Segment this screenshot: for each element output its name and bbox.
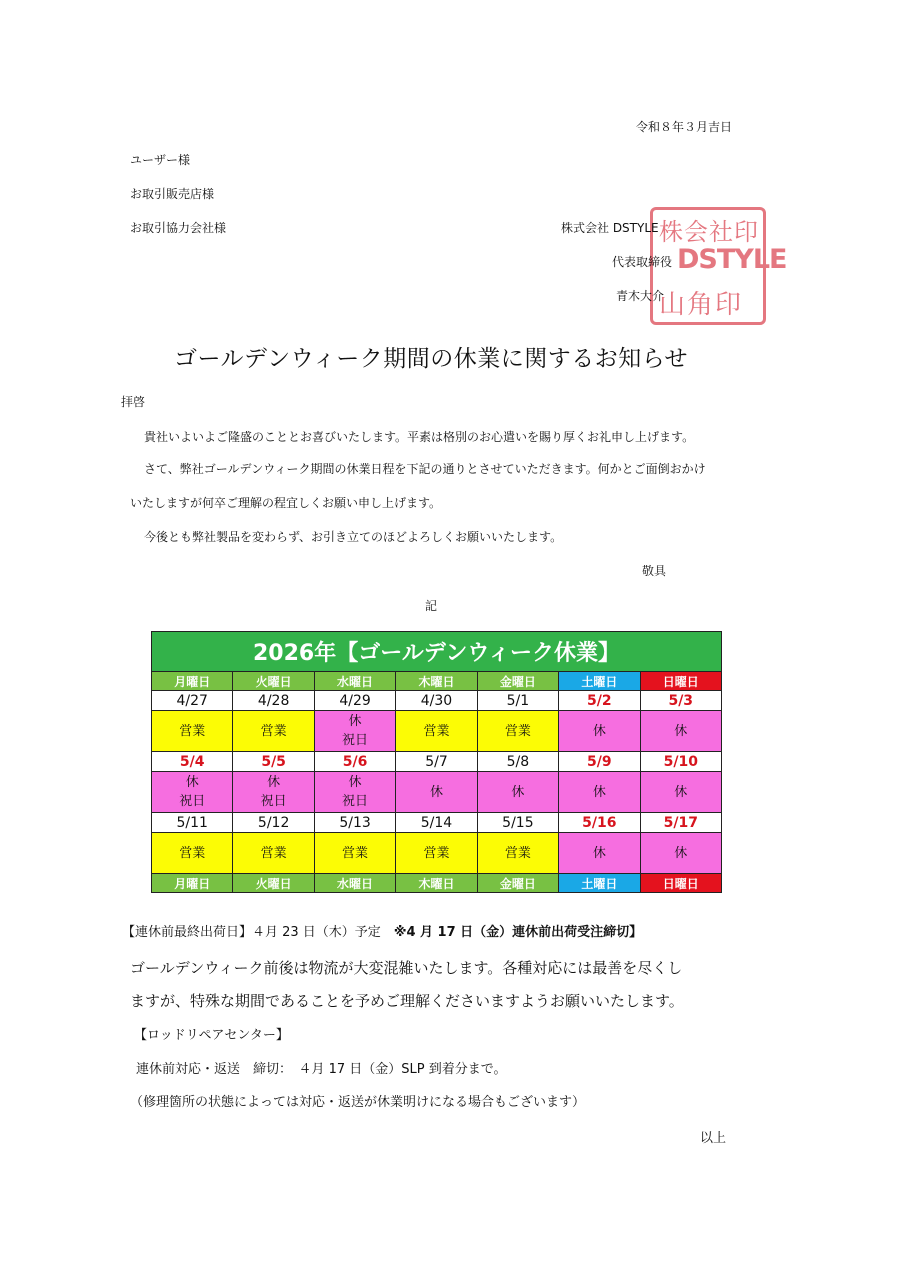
status-cell: 休 (640, 711, 721, 752)
date-cell: 5/8 (477, 752, 558, 772)
recipient-dealers: お取引販売店様 (130, 187, 215, 201)
date-cell: 5/7 (396, 752, 477, 772)
date-cell: 4/29 (314, 691, 395, 711)
day-footer-sunday: 日曜日 (640, 874, 721, 893)
paragraph-2-line-1: さて、弊社ゴールデンウィーク期間の休業日程を下記の通りとさせていただきます。何かとご面倒おかけ (144, 462, 706, 476)
status-cell: 休 祝日 (314, 772, 395, 813)
day-footer: 水曜日 (314, 874, 395, 893)
date-cell: 4/28 (233, 691, 314, 711)
paragraph-3: 今後とも弊社製品を変わらず、お引き立てのほどよろしくお願いいたします。 (144, 530, 563, 544)
status-cell: 営業 (233, 711, 314, 752)
recipient-partners: お取引協力会社様 (130, 221, 227, 235)
status-cell: 休 (559, 772, 640, 813)
company-seal-stamp: 株会社印 DSTYLE 山角印 (650, 207, 766, 325)
date-cell: 5/5 (233, 752, 314, 772)
closing-keigu: 敬具 (642, 564, 667, 578)
status-cell: 営業 (152, 833, 233, 874)
status-cell: 休 (640, 833, 721, 874)
notice-line-2: ますが、特殊な期間であることを予めご理解くださいますようお願いいたします。 (130, 992, 684, 1010)
date-cell: 5/6 (314, 752, 395, 772)
date-cell: 5/16 (559, 813, 640, 833)
greeting: 拝啓 (121, 395, 146, 409)
representative-position: 代表取締役 (612, 255, 673, 269)
last-ship-date: 【連休前最終出荷日】４月 23 日（木）予定 (122, 925, 394, 940)
status-cell: 休 (477, 772, 558, 813)
date-cell: 5/11 (152, 813, 233, 833)
date-cell: 5/12 (233, 813, 314, 833)
day-header: 金曜日 (477, 672, 558, 691)
company-name: 株式会社 DSTYLE (561, 221, 659, 235)
status-cell: 営業 (314, 833, 395, 874)
status-cell: 休 祝日 (314, 711, 395, 752)
day-header: 火曜日 (233, 672, 314, 691)
document-date: 令和８年３月吉日 (636, 120, 733, 134)
status-cell: 休 (559, 833, 640, 874)
status-cell: 営業 (477, 711, 558, 752)
date-cell: 5/2 (559, 691, 640, 711)
last-shipping-notice (122, 921, 642, 940)
representative-name: 青木大介 (616, 289, 665, 303)
status-row (152, 833, 722, 874)
status-cell: 休 祝日 (152, 772, 233, 813)
day-header: 水曜日 (314, 672, 395, 691)
repair-note: （修理箇所の状態によっては対応・返送が休業明けになる場合もございます） (130, 1095, 586, 1110)
day-header-sunday: 日曜日 (640, 672, 721, 691)
status-cell: 休 (640, 772, 721, 813)
date-cell: 5/10 (640, 752, 721, 772)
date-row (152, 813, 722, 833)
date-cell: 5/3 (640, 691, 721, 711)
day-header: 月曜日 (152, 672, 233, 691)
date-row (152, 691, 722, 711)
status-cell: 営業 (233, 833, 314, 874)
calendar-title: 2026年【ゴールデンウィーク休業】 (152, 632, 722, 672)
status-cell: 営業 (396, 833, 477, 874)
weekday-footer-row (152, 874, 722, 893)
date-cell: 4/27 (152, 691, 233, 711)
holiday-calendar (151, 631, 722, 893)
status-cell: 営業 (477, 833, 558, 874)
date-cell: 5/4 (152, 752, 233, 772)
repair-center-heading: 【ロッドリペアセンター】 (134, 1028, 289, 1043)
day-footer: 金曜日 (477, 874, 558, 893)
day-footer: 木曜日 (396, 874, 477, 893)
status-cell: 営業 (152, 711, 233, 752)
date-row (152, 752, 722, 772)
date-cell: 5/14 (396, 813, 477, 833)
date-cell: 5/17 (640, 813, 721, 833)
ki-marker: 記 (425, 599, 438, 613)
day-footer: 月曜日 (152, 874, 233, 893)
day-header-saturday: 土曜日 (559, 672, 640, 691)
status-cell: 休 祝日 (233, 772, 314, 813)
recipient-users: ユーザー様 (130, 153, 191, 167)
day-footer-saturday: 土曜日 (559, 874, 640, 893)
day-footer: 火曜日 (233, 874, 314, 893)
paragraph-2-line-2: いたしますが何卒ご理解の程宜しくお願い申し上げます。 (130, 496, 442, 510)
order-cutoff: ※4 月 17 日（金）連休前出荷受注締切】 (393, 925, 643, 940)
notice-line-1: ゴールデンウィーク前後は物流が大変混雑いたします。各種対応には最善を尽くし (130, 959, 683, 977)
date-cell: 5/1 (477, 691, 558, 711)
status-cell: 営業 (396, 711, 477, 752)
status-cell: 休 (559, 711, 640, 752)
date-cell: 5/9 (559, 752, 640, 772)
weekday-header-row (152, 672, 722, 691)
repair-deadline: 連休前対応・返送 締切： ４月 17 日（金）SLP 到着分まで。 (136, 1062, 507, 1077)
status-row (152, 772, 722, 813)
date-cell: 5/15 (477, 813, 558, 833)
status-row (152, 711, 722, 752)
day-header: 木曜日 (396, 672, 477, 691)
date-cell: 4/30 (396, 691, 477, 711)
page-title: ゴールデンウィーク期間の休業に関するお知らせ (174, 346, 689, 372)
date-cell: 5/13 (314, 813, 395, 833)
status-cell: 休 (396, 772, 477, 813)
end-mark: 以上 (700, 1131, 727, 1146)
paragraph-1: 貴社いよいよご隆盛のこととお喜びいたします。平素は格別のお心遣いを賜り厚くお礼申し上げます。 (144, 430, 695, 444)
